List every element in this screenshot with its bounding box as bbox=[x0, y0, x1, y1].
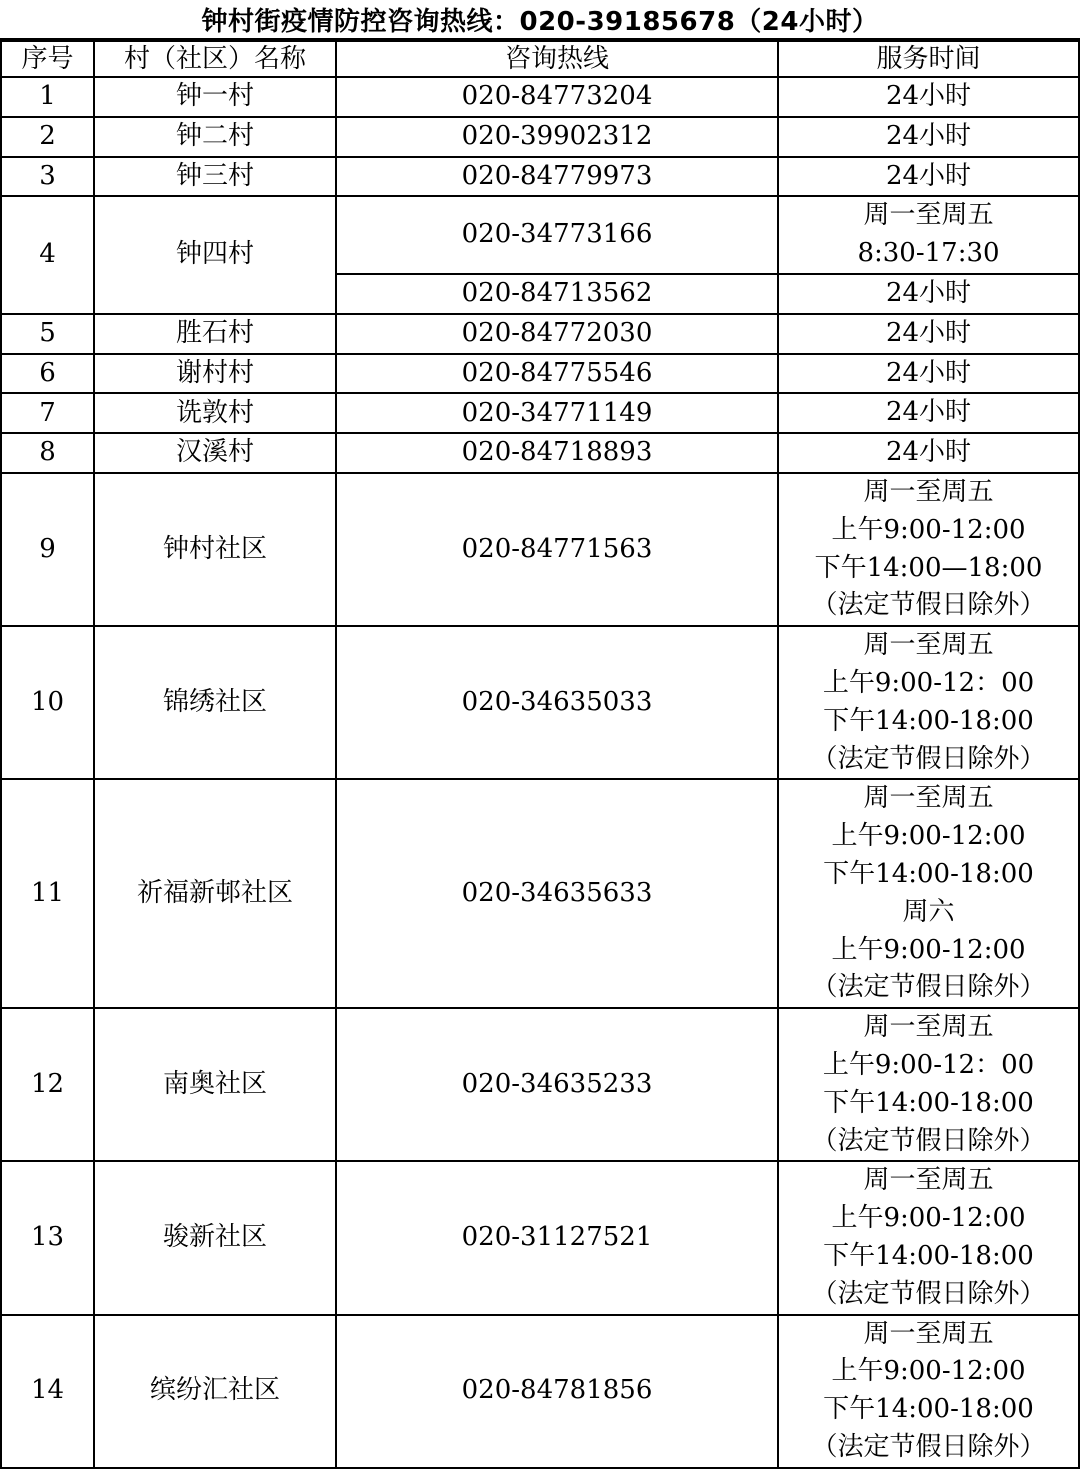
row-number: 1 bbox=[1, 77, 94, 117]
row-number: 3 bbox=[1, 157, 94, 197]
header-no: 序号 bbox=[1, 41, 94, 77]
service-hours bbox=[778, 77, 1079, 117]
service-hours-line: 周一至周五 bbox=[863, 200, 994, 231]
row-number: 10 bbox=[1, 626, 94, 779]
hotline-number[interactable]: 020-34635033 bbox=[336, 626, 778, 779]
table-row bbox=[1, 314, 1079, 354]
service-hours-line: （法定节假日除外） bbox=[811, 590, 1046, 621]
row-number: 14 bbox=[1, 1315, 94, 1468]
service-hours-line: 下午14:00-18:00 bbox=[823, 1240, 1034, 1271]
service-hours bbox=[778, 354, 1079, 394]
service-hours bbox=[778, 196, 1079, 274]
sheet-title: 钟村街疫情防控咨询热线：020-39185678（24小时） bbox=[0, 0, 1080, 40]
service-hours-line: 24小时 bbox=[885, 160, 972, 191]
service-hours-line: 周一至周五 bbox=[863, 1012, 994, 1043]
row-number: 2 bbox=[1, 117, 94, 157]
service-hours-line: 24小时 bbox=[885, 397, 972, 428]
service-hours-line: 下午14:00-18:00 bbox=[823, 705, 1034, 736]
service-hours-line: （法定节假日除外） bbox=[811, 1431, 1046, 1462]
service-hours-line: 周一至周五 bbox=[863, 783, 994, 814]
service-hours bbox=[778, 157, 1079, 197]
service-hours-line: 24小时 bbox=[885, 437, 972, 468]
row-number: 13 bbox=[1, 1161, 94, 1314]
community-name: 诜敦村 bbox=[94, 393, 336, 433]
community-name: 谢村村 bbox=[94, 354, 336, 394]
table-row bbox=[1, 354, 1079, 394]
service-hours bbox=[778, 1315, 1079, 1468]
service-hours-line: 上午9:00-12:00 bbox=[831, 1356, 1026, 1387]
table-row bbox=[1, 77, 1079, 117]
service-hours-line: 周六 bbox=[902, 896, 955, 927]
hotline-number[interactable]: 020-39902312 bbox=[336, 117, 778, 157]
service-hours-line: （法定节假日除外） bbox=[811, 1278, 1046, 1309]
service-hours-line: 24小时 bbox=[885, 81, 972, 111]
hotline-number[interactable]: 020-31127521 bbox=[336, 1161, 778, 1314]
hotline-number[interactable]: 020-84775546 bbox=[336, 354, 778, 394]
service-hours-line: 周一至周五 bbox=[863, 630, 994, 661]
row-number: 9 bbox=[1, 473, 94, 626]
service-hours-line: 上午9:00-12:00 bbox=[831, 1203, 1026, 1234]
header-hotline: 咨询热线 bbox=[336, 41, 778, 77]
hotline-number[interactable]: 020-84718893 bbox=[336, 433, 778, 473]
community-name: 胜石村 bbox=[94, 314, 336, 354]
row-number: 8 bbox=[1, 433, 94, 473]
header-hours: 服务时间 bbox=[778, 41, 1079, 77]
table-row bbox=[1, 433, 1079, 473]
service-hours-line: 上午9:00-12:00 bbox=[831, 514, 1026, 545]
service-hours bbox=[778, 393, 1079, 433]
service-hours bbox=[778, 433, 1079, 473]
community-name: 祈福新邨社区 bbox=[94, 779, 336, 1008]
community-name: 锦绣社区 bbox=[94, 626, 336, 779]
hotline-number[interactable]: 020-84781856 bbox=[336, 1315, 778, 1468]
service-hours-line: 上午9:00-12:00 bbox=[831, 821, 1026, 852]
table-row bbox=[1, 1161, 1079, 1314]
hotline-number[interactable]: 020-84713562 bbox=[336, 274, 778, 314]
service-hours-line: 8:30-17:30 bbox=[857, 238, 1000, 269]
community-name: 汉溪村 bbox=[94, 433, 336, 473]
hotline-number[interactable]: 020-84779973 bbox=[336, 157, 778, 197]
hotline-table bbox=[0, 40, 1080, 1469]
table-row bbox=[1, 473, 1079, 626]
hotline-number[interactable]: 020-84772030 bbox=[336, 314, 778, 354]
service-hours-line: 24小时 bbox=[885, 317, 972, 348]
row-number: 6 bbox=[1, 354, 94, 394]
service-hours-line: 周一至周五 bbox=[863, 476, 994, 507]
community-name: 钟三村 bbox=[94, 157, 336, 197]
hotline-number[interactable]: 020-34635233 bbox=[336, 1008, 778, 1161]
service-hours bbox=[778, 314, 1079, 354]
community-name: 骏新社区 bbox=[94, 1161, 336, 1314]
service-hours bbox=[778, 1008, 1079, 1161]
community-name: 钟村社区 bbox=[94, 473, 336, 626]
service-hours bbox=[778, 1161, 1079, 1314]
table-row bbox=[1, 779, 1079, 1008]
service-hours-line: 24小时 bbox=[885, 357, 972, 388]
service-hours-line: 24小时 bbox=[885, 277, 972, 308]
service-hours-line: 上午9:00-12：00 bbox=[822, 667, 1035, 698]
hotline-number[interactable]: 020-84771563 bbox=[336, 473, 778, 626]
community-name: 钟四村 bbox=[94, 196, 336, 313]
row-number: 11 bbox=[1, 779, 94, 1008]
service-hours-line: 24小时 bbox=[885, 120, 972, 151]
service-hours-line: 上午9:00-12：00 bbox=[822, 1049, 1035, 1080]
service-hours-line: 周一至周五 bbox=[863, 1318, 994, 1349]
community-name: 钟一村 bbox=[94, 77, 336, 117]
service-hours bbox=[778, 779, 1079, 1008]
hotline-number[interactable]: 020-34771149 bbox=[336, 393, 778, 433]
table-row bbox=[1, 157, 1079, 197]
service-hours-line: 下午14:00-18:00 bbox=[823, 1087, 1034, 1118]
service-hours-line: （法定节假日除外） bbox=[811, 972, 1046, 1003]
header-name: 村（社区）名称 bbox=[94, 41, 336, 77]
hotline-number[interactable]: 020-34773166 bbox=[336, 196, 778, 274]
header-row bbox=[1, 41, 1079, 77]
service-hours-line: （法定节假日除外） bbox=[811, 743, 1046, 774]
hotline-number[interactable]: 020-34635633 bbox=[336, 779, 778, 1008]
service-hours-line: 下午14:00-18:00 bbox=[823, 1394, 1034, 1425]
community-name: 缤纷汇社区 bbox=[94, 1315, 336, 1468]
row-number: 7 bbox=[1, 393, 94, 433]
table-row bbox=[1, 393, 1079, 433]
service-hours-line: 上午9:00-12:00 bbox=[831, 934, 1026, 965]
service-hours bbox=[778, 473, 1079, 626]
service-hours-line: 周一至周五 bbox=[863, 1165, 994, 1196]
row-number: 12 bbox=[1, 1008, 94, 1161]
service-hours bbox=[778, 274, 1079, 314]
table-row bbox=[1, 117, 1079, 157]
table-row bbox=[1, 1315, 1079, 1468]
service-hours bbox=[778, 626, 1079, 779]
service-hours-line: 下午14:00-18:00 bbox=[823, 858, 1034, 889]
table-row bbox=[1, 626, 1079, 779]
hotline-number[interactable]: 020-84773204 bbox=[336, 77, 778, 117]
service-hours-line: （法定节假日除外） bbox=[811, 1125, 1046, 1156]
service-hours bbox=[778, 117, 1079, 157]
community-name: 钟二村 bbox=[94, 117, 336, 157]
table-row bbox=[1, 1008, 1079, 1161]
community-name: 南奥社区 bbox=[94, 1008, 336, 1161]
row-number: 4 bbox=[1, 196, 94, 313]
service-hours-line: 下午14:00—18:00 bbox=[814, 552, 1043, 583]
table-row bbox=[1, 196, 1079, 274]
row-number: 5 bbox=[1, 314, 94, 354]
